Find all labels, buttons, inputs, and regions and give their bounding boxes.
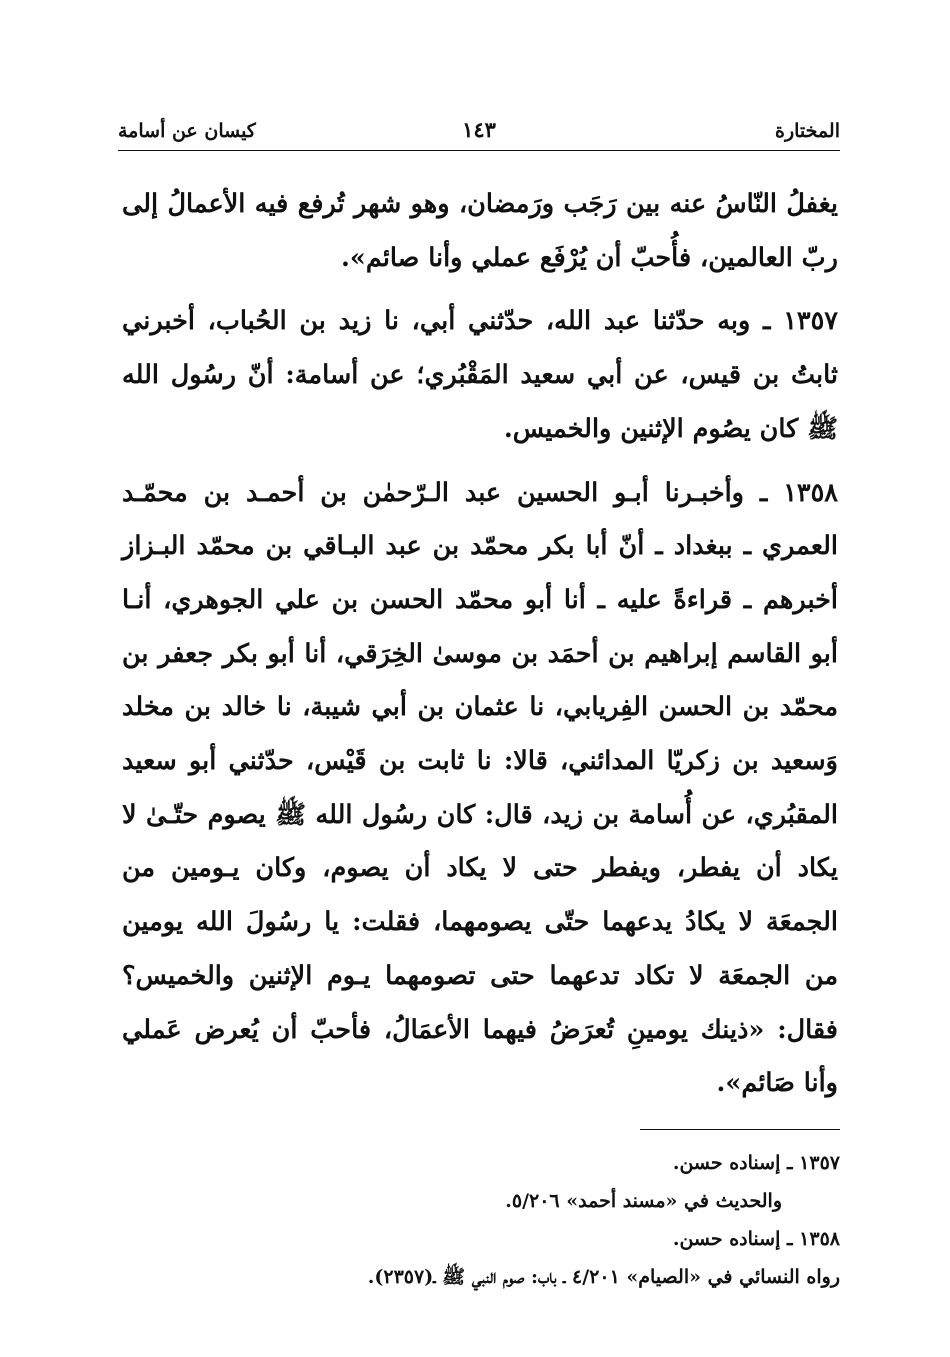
page-number: ١٤٣ [462, 117, 496, 142]
hadith-1357: ١٣٥٧ ـ وبه حدّثنا عبد الله، حدّثني أبي، نا زيد بن الحُباب، أخبرني ثابتُ بن قيس، عن أبي سعيد المَقْبُري؛ عن أسامة: أنّ رسُول الله ﷺ كان يصُوم الإثنين والخميس. [122, 306, 838, 444]
section-title: كيسان عن أسامة [118, 120, 256, 142]
hadith-1358: ١٣٥٨ ـ وأخبـرنا أبـو الحسين عبد الـرّحمٰن بن أحمـد بن محمّـد العمري ـ ببغداد ـ أنّ أبا بكر محمّد بن عبد البـاقي بن محمّد البـزاز أخبرهم ـ قراءةً عليه ـ أنا أبو محمّد الحسن بن علي الجوهري، أنـا أبو القاسم إبراهيم بن أحمَد بن موسىٰ الخِرَقي، أنا أبو بكر جعفر بن محمّد بن الحسن الفِريابي، نا عثمان بن أبي شيبة، نا خالد بن مخلد وَسعيد بن زكريّا المدائني، قالا: نا ثابت بن قَيْس، حدّثني أبو سعيد المقبُري، عن أُسامة بن زيد، قال: كان رسُول الله ﷺ يصوم حتّـىٰ لا يكاد أن يفطر، ويفطر حتى لا يكاد أن يصوم، وكان يـومين من الجمعَة لا يكادُ يدعهما حتّى يصومهما، فقلت: يا رسُولَ الله يومين من الجمعَة لا تكاد تدعهما حتى تصومهما يـوم الإثنين والخميس؟ فقال: «ذينك يومينِ تُعرَضُ فيهما الأعمَالُ، فأحبّ أن يُعرض عَملي وأنا صَائم». [122, 477, 838, 1099]
running-header [118, 112, 840, 148]
footnote-1358-source: رواه النسائي في «الصيام» ٤/٢٠١ ـ باب: صوم النبي ﷺ ـ(٢٣٥٧). [367, 1266, 840, 1288]
footnotes [150, 1144, 840, 1296]
footnote-1357: ١٣٥٧ ـ إسناده حسن. [672, 1152, 840, 1174]
paragraph-continuation: يغفلُ النّاسُ عنه بين رَجَب ورَمضان، وهو شهر تُرفع فيه الأعمالُ إلى ربّ العالمين، فأُحبّ أن يُرْفَع عملي وأنا صائم». [122, 189, 838, 273]
main-text [122, 178, 838, 1111]
footnote-1358: ١٣٥٨ ـ إسناده حسن. [672, 1228, 840, 1250]
header-divider [118, 150, 840, 151]
footnote-1357-source: والحديث في «مسند أحمد» ٥/٢٠٦. [505, 1190, 782, 1212]
footnote-divider [640, 1129, 840, 1130]
book-title: المختارة [775, 120, 840, 142]
